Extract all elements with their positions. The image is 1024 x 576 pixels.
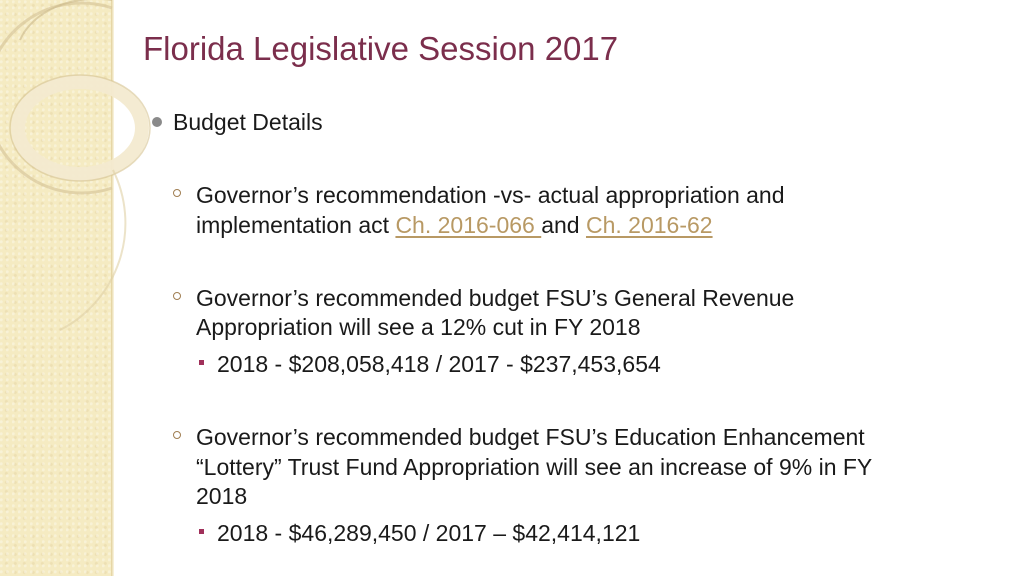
link-ch-2016-62[interactable]: Ch. 2016-62: [585, 212, 713, 238]
square-bullet-icon: [199, 360, 204, 365]
item-2-line-2: Appropriation will see a 12% cut in FY 2018: [196, 314, 641, 340]
item-3-line-1: Governor’s recommended budget FSU’s Education Enhancement: [196, 424, 865, 450]
item-2-sub: 2018 - $208,058,418 / 2017 - $237,453,654: [217, 351, 661, 377]
item-2-line-1: Governor’s recommended budget FSU’s General Revenue: [196, 285, 795, 311]
item-3-line-3: 2018: [196, 483, 248, 509]
item-1-prefix: implementation act: [196, 212, 396, 238]
item-3-line-2: “Lottery” Trust Fund Appropriation will see an increase of 9% in FY: [196, 454, 873, 480]
ring-bullet-icon: [173, 189, 181, 197]
item-1-line-1: Governor’s recommendation -vs- actual appropriation and: [196, 182, 785, 208]
item-1-line-2: [196, 210, 713, 240]
link-ch-2016-066[interactable]: Ch. 2016-066: [395, 212, 542, 238]
ring-bullet-icon: [173, 431, 181, 439]
ring-bullet-icon: [173, 292, 181, 300]
square-bullet-icon: [199, 529, 204, 534]
slide-title: Florida Legislative Session 2017: [143, 30, 619, 67]
top-bullet-text: Budget Details: [173, 109, 323, 135]
bullet-dot-icon: [152, 117, 162, 127]
item-1-joiner: and: [541, 212, 586, 238]
item-3-sub: 2018 - $46,289,450 / 2017 – $42,414,121: [217, 520, 641, 546]
